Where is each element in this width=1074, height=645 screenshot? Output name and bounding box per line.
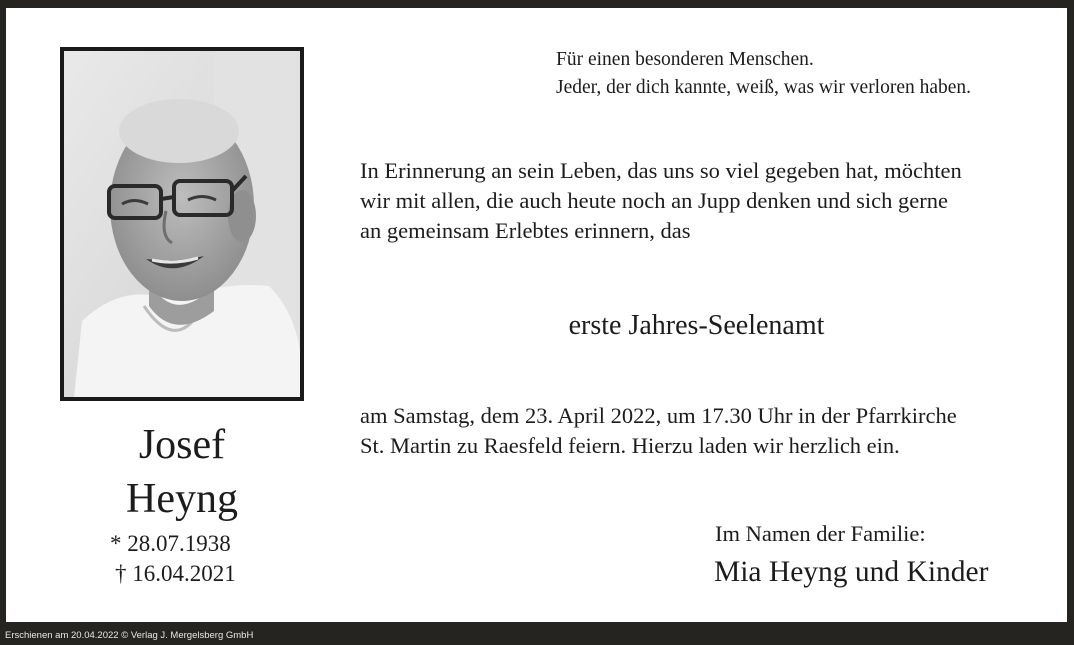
event-details-line-1: am Samstag, dem 23. April 2022, um 17.30 Uhr in der Pfarrkirche [360,403,957,428]
birth-date: * 28.07.1938 [110,531,231,556]
publication-footer: Erschienen am 20.04.2022 © Verlag J. Mergelsberg GmbH [5,630,254,641]
motto-line-1: Für einen besonderen Menschen. [556,49,814,70]
event-title: erste Jahres-Seelenamt [568,310,825,341]
first-name: Josef [138,422,226,468]
obituary-card [6,8,1067,622]
intro-line-2: wir mit allen, die auch heute noch an Jupp denken und sich gerne [360,188,948,213]
portrait-photo [60,47,304,401]
intro-line-1: In Erinnerung an sein Leben, das uns so viel gegeben hat, möchten [360,158,962,183]
event-details [360,401,957,461]
event-details-line-2: St. Martin zu Raesfeld feiern. Hierzu laden wir herzlich ein. [360,433,900,458]
motto-line-2: Jeder, der dich kannte, weiß, was wir verloren haben. [556,77,972,98]
last-name: Heyng [126,476,238,522]
family-names: Mia Heyng und Kinder [714,556,989,588]
intro-line-3: an gemeinsam Erlebtes erinnern, das [360,218,691,243]
death-date: † 16.04.2021 [115,561,236,586]
motto [556,46,971,102]
intro-paragraph [360,156,962,246]
family-label: Im Namen der Familie: [715,521,926,546]
